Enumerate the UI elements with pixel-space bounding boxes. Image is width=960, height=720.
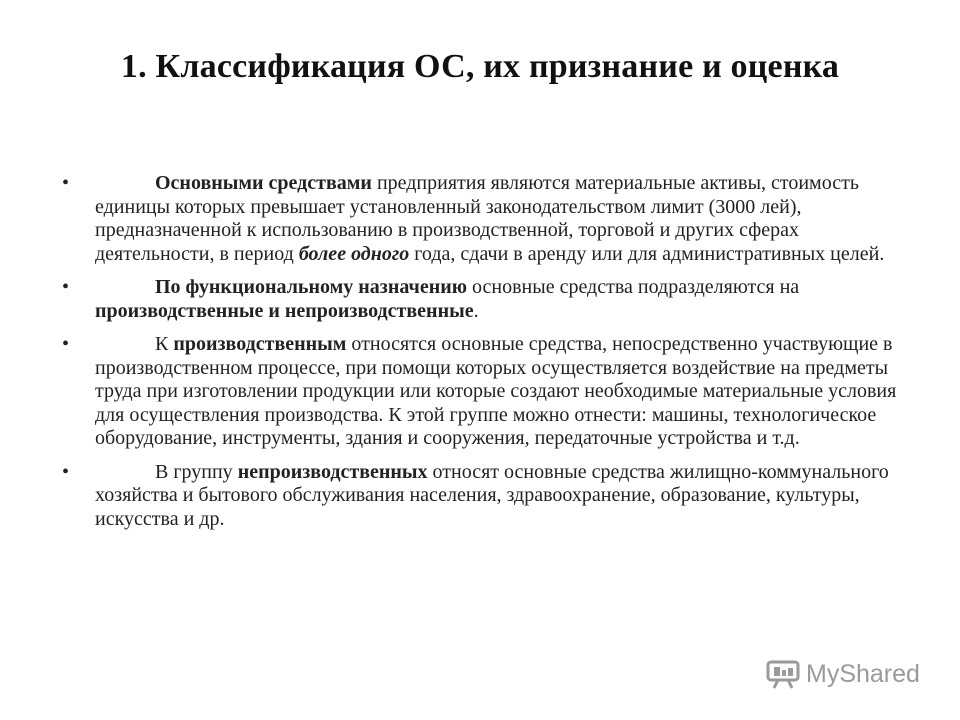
bullet-list [62, 172, 910, 541]
list-item [62, 172, 910, 266]
term-bold: непроизводственных [237, 460, 428, 483]
term-bold-italic: более одного [298, 242, 410, 265]
body-text: основные средства подразделяются на [467, 276, 800, 298]
page-title: 1. Классификация ОС, их признание и оценка [120, 48, 840, 85]
body-text: относятся основные средства, непосредственно участвующие в производственном процессе, при помощи которых осуществляется воздействие на предметы труда при изготовлении продукции или которые создают необходимые материальные условия для осуществления производства. К этой группе можно отнести: машины, технологическое оборудование, инструменты, здания и сооружения, передаточные устройства и т.д. [95, 333, 897, 449]
bullet-marker: • [62, 172, 70, 194]
presentation-board-icon [766, 659, 800, 689]
watermark-text: MyShared [806, 659, 920, 688]
term-bold: По функциональному назначению [155, 276, 468, 298]
body-text: В группу [155, 460, 238, 483]
bullet-marker: • [62, 333, 70, 355]
list-item [62, 333, 910, 451]
body-text: . [473, 299, 479, 322]
list-item [62, 276, 910, 323]
term-bold: производственным [173, 333, 347, 355]
body-text: К [155, 333, 174, 355]
watermark-logo [766, 657, 920, 691]
bullet-marker: • [62, 460, 70, 483]
body-text: относят основные средства жилищно-коммунального хозяйства и бытового обслуживания населения, здравоохранение, образование, культуры, искусства и др. [95, 460, 889, 530]
body-text: года, сдачи в аренду или для административных целей. [409, 242, 885, 265]
term-bold: Основными средствами [155, 172, 372, 194]
bullet-marker: • [62, 276, 70, 298]
body-text: предприятия являются материальные активы, стоимость единицы которых превышает установленный законодательством лимит (3000 лей), предназначенной к использованию в производственной, торговой и других сферах деятельности, в период [95, 172, 859, 265]
term-bold: производственные и непроизводственные [95, 299, 474, 322]
list-item [62, 461, 910, 532]
